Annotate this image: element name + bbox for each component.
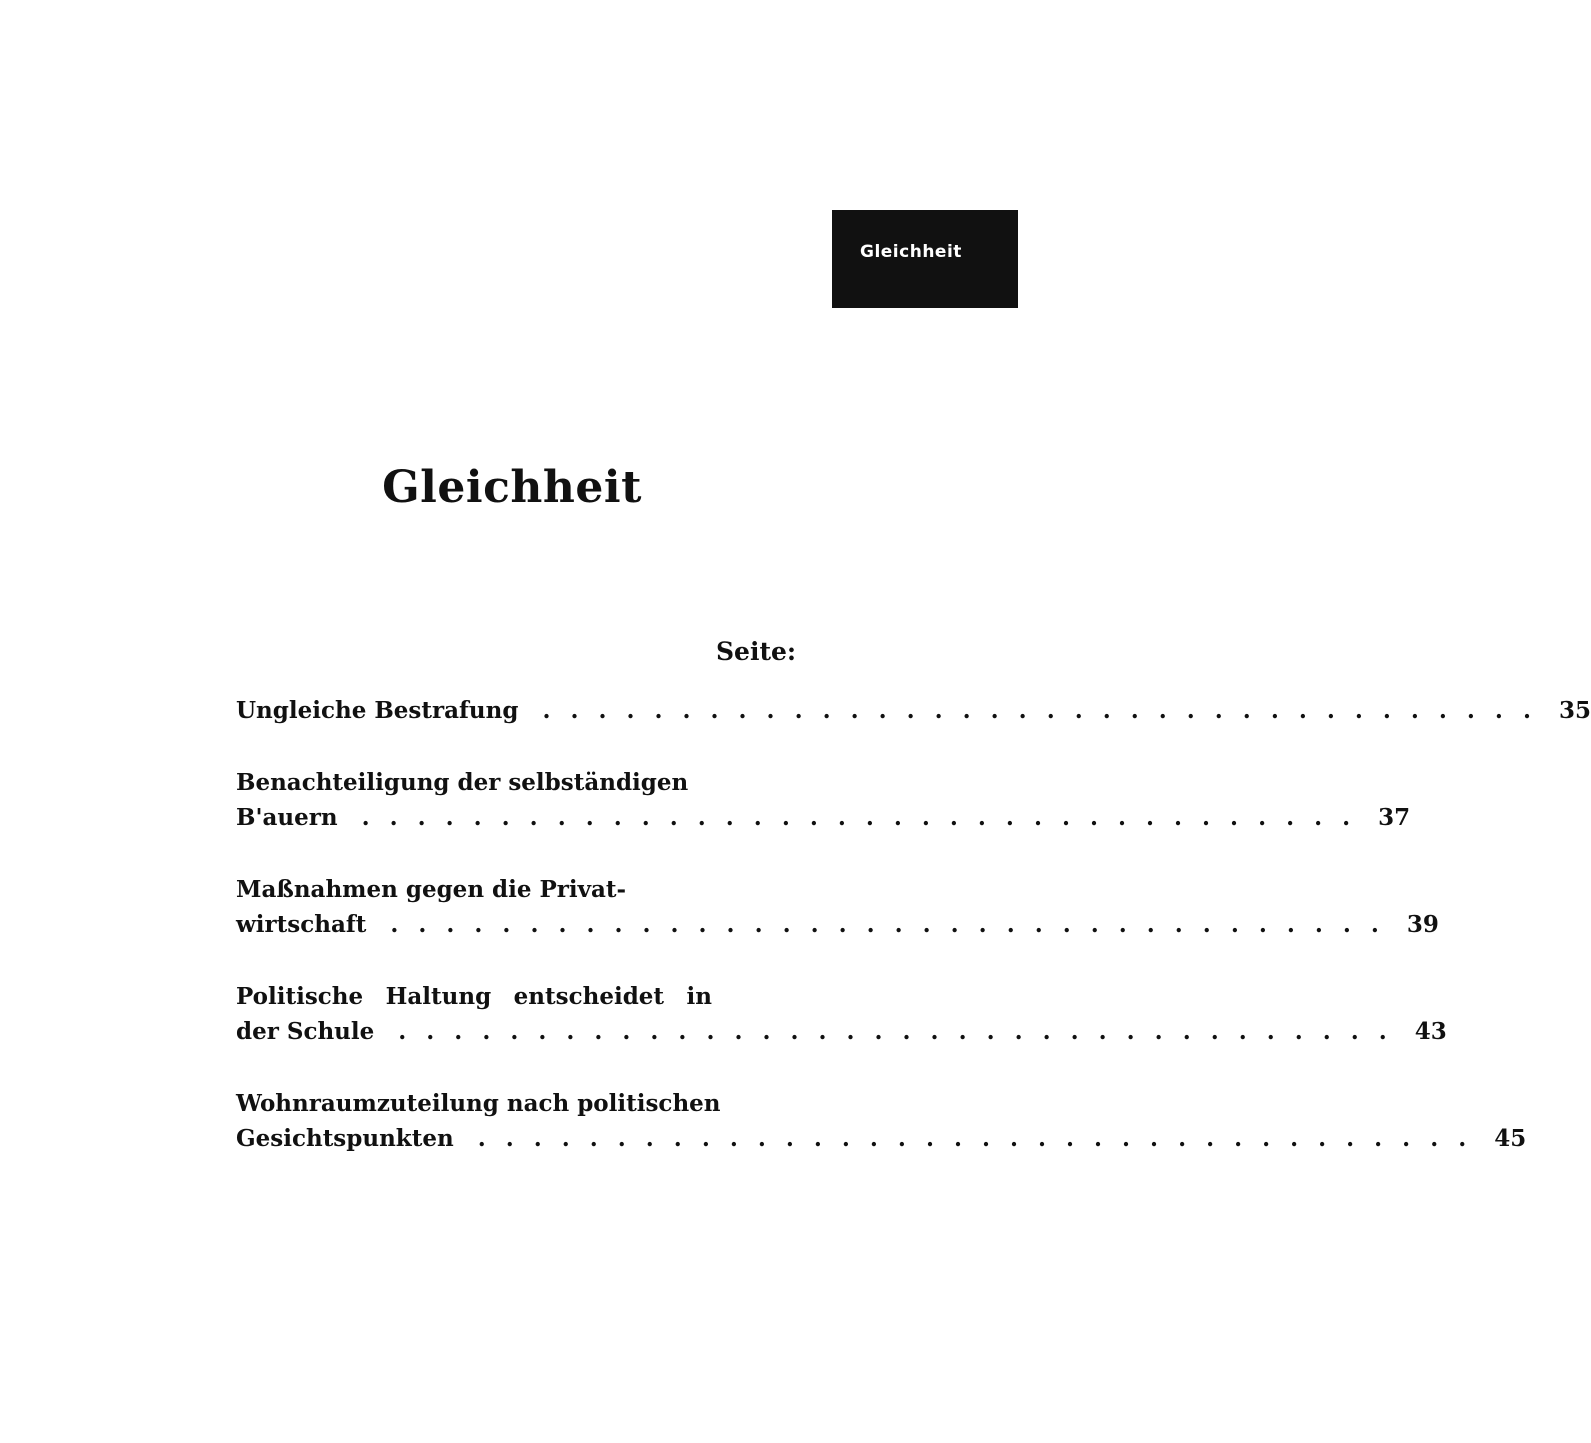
section-tab-label: Gleichheit — [860, 242, 962, 262]
toc-leader-dots: . . . . . . . . . . . . . . . . . . . . . . . . . . . . . . . . . . . . — [361, 804, 1357, 831]
toc-leader-dots: . . . . . . . . . . . . . . . . . . . . . . . . . . . . . . . . . . . . — [477, 1125, 1473, 1152]
toc-entry-title-line: Maßnahmen gegen die Privat- — [236, 876, 627, 903]
toc-entry — [236, 765, 1411, 835]
toc-entry — [236, 979, 1447, 1049]
toc-entry-last-line — [236, 800, 1411, 835]
toc-entry-title: Gesichtspunkten — [236, 1125, 454, 1152]
toc-entry-last-line — [236, 1014, 1447, 1049]
table-of-contents — [236, 693, 1591, 1193]
toc-entry-title: B'auern — [236, 804, 338, 831]
toc-leader-dots: . . . . . . . . . . . . . . . . . . . . . . . . . . . . . . . . . . . . — [390, 911, 1385, 938]
toc-entry-title: Ungleiche Bestrafung — [236, 697, 519, 724]
toc-page-number: 37 — [1378, 804, 1411, 831]
toc-page-number: 39 — [1406, 911, 1439, 938]
page-column-header: Seite: — [716, 637, 797, 666]
toc-entry-title: der Schule — [236, 1018, 375, 1045]
toc-entry-last-line — [236, 1121, 1527, 1156]
toc-entry — [236, 1086, 1527, 1156]
toc-entry-title-line: Wohnraumzuteilung nach politischen — [236, 1090, 721, 1117]
page-title: Gleichheit — [382, 462, 642, 513]
section-tab — [832, 210, 1018, 308]
toc-leader-dots: . . . . . . . . . . . . . . . . . . . . . . . . . . . . . . . . . . . . — [398, 1018, 1393, 1045]
toc-page-number: 45 — [1494, 1125, 1527, 1152]
toc-entry-last-line — [236, 907, 1439, 942]
toc-entry-title-line: Politische Haltung entscheidet in — [236, 983, 712, 1010]
toc-leader-dots: . . . . . . . . . . . . . . . . . . . . . . . . . . . . . . . . . . . . — [542, 697, 1537, 724]
toc-page-number: 43 — [1414, 1018, 1447, 1045]
toc-entry — [236, 872, 1439, 942]
toc-page-number: 35 — [1558, 697, 1591, 724]
toc-entry-last-line — [236, 693, 1591, 728]
toc-entry-title-line: Benachteiligung der selbständigen — [236, 769, 689, 796]
toc-entry — [236, 693, 1591, 728]
toc-entry-title: wirtschaft — [236, 911, 367, 938]
